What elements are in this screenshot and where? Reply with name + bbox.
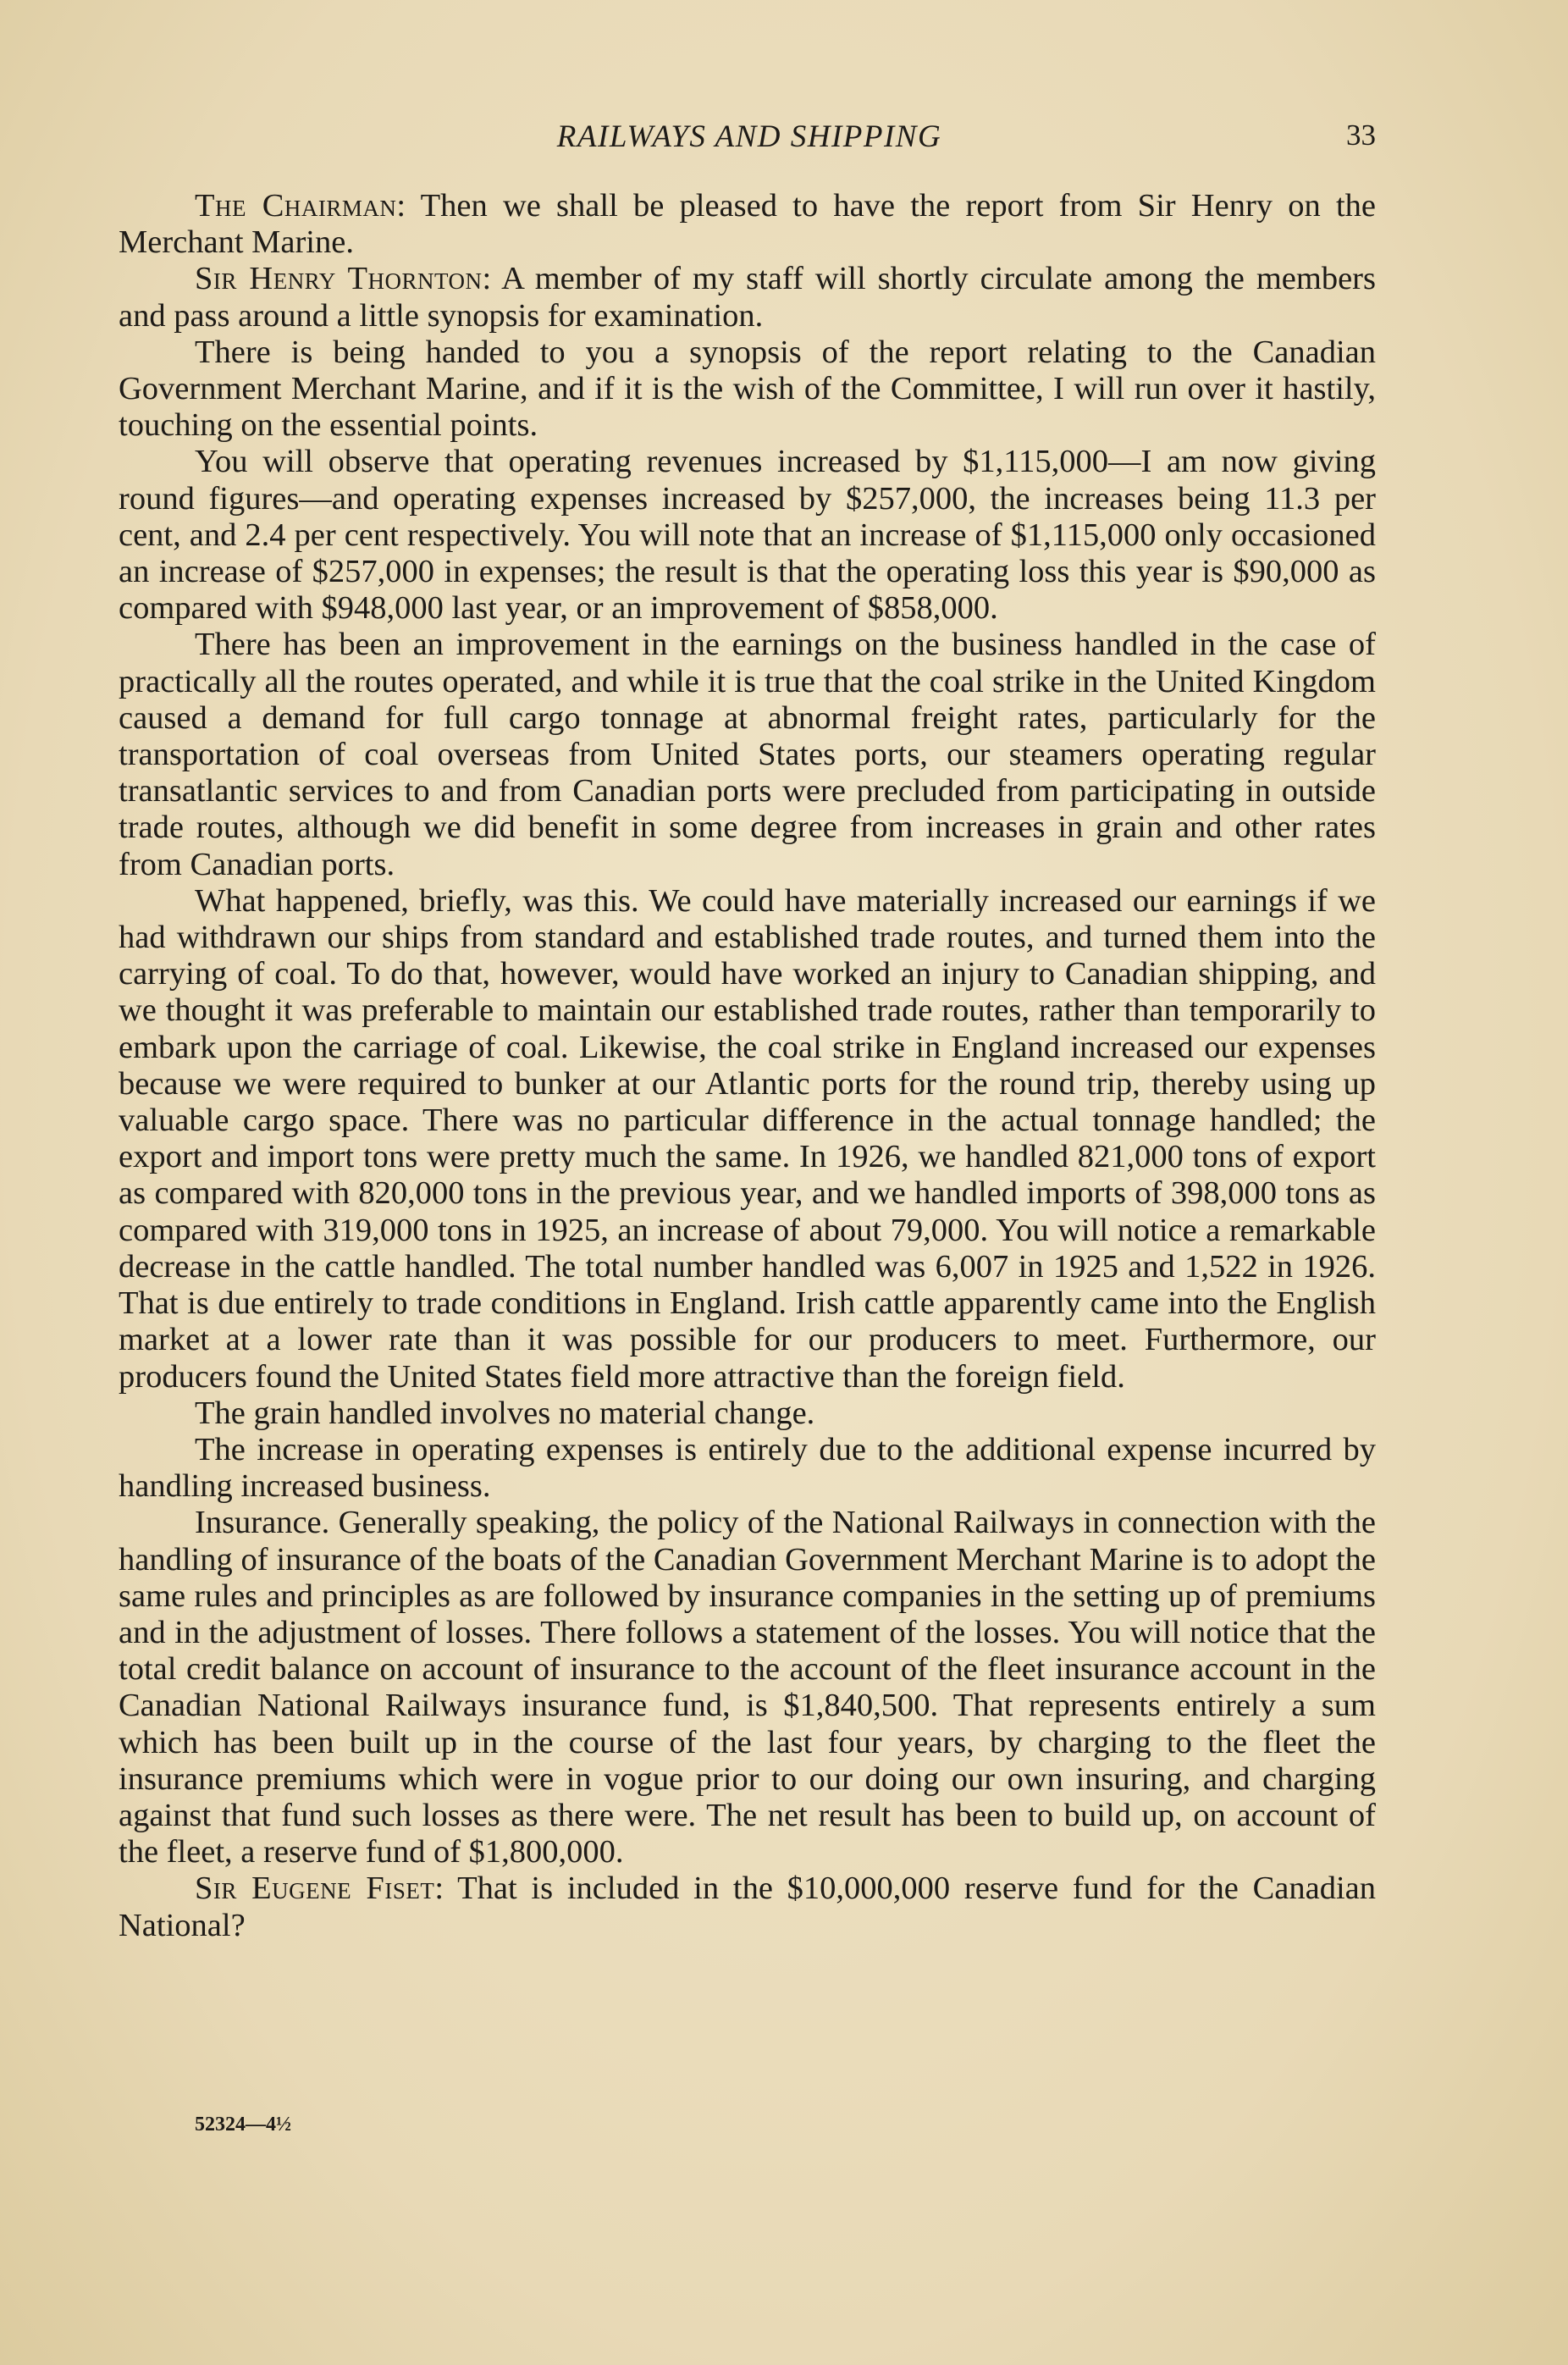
paragraph: You will observe that operating revenues increased by $1,115,000—I am now giving round figures—and operating expenses increased by $257,000, the increases being 11.3 per cent, and 2.4 per cent respectively. You will note that an increase of $1,115,000 only occasioned an increase of $257,000 in expenses; the result is that the operating loss this year is $90,000 as compared with $948,000 last year, or an improvement of $858,000. bbox=[119, 444, 1376, 627]
paragraph: The increase in operating expenses is entirely due to the additional expense incurred by handling increased business. bbox=[119, 1431, 1376, 1505]
speaker-name: Sir Eugene Fiset bbox=[195, 1870, 435, 1907]
paragraph: There is being handed to you a synopsis of the report relating to the Canadian Government Merchant Marine, and if it is the wish of the Committee, I will run over it hastily, touching on the essential points. bbox=[119, 334, 1376, 444]
paragraph: Sir Eugene Fiset: That is included in the $10,000,000 reserve fund for the Canadian National? bbox=[119, 1870, 1376, 1943]
page-number: 33 bbox=[1346, 119, 1376, 152]
paragraph: The grain handled involves no material change. bbox=[195, 1395, 815, 1431]
paragraph: The Chairman: Then we shall be pleased to have the report from Sir Henry on the Merchant Marine. bbox=[119, 188, 1376, 261]
paragraph: What happened, briefly, was this. We could have materially increased our earnings if we had withdrawn our ships from standard and established trade routes, and turned them into the carrying of coal. To do that, however, would have worked an injury to Canadian shipping, and we thought it was preferable to maintain our established trade routes, rather than temporarily to embark upon the carriage of coal. Likewise, the coal strike in England increased our expenses because we were required to bunker at our Atlantic ports for the round trip, thereby using up valuable cargo space. There was no particular difference in the actual tonnage handled; the export and import tons were pretty much the same. In 1926, we handled 821,000 tons of export as compared with 820,000 tons in the previous year, and we handled imports of 398,000 tons as compared with 319,000 tons in 1925, an increase of about 79,000. You will notice a remarkable decrease in the cattle handled. The total number handled was 6,007 in 1925 and 1,522 in 1926. That is due entirely to trade conditions in England. Irish cattle apparently came into the English market at a lower rate than it was possible for our producers to meet. Furthermore, our producers found the United States field more attractive than the foreign field. bbox=[119, 882, 1376, 1395]
running-head bbox=[123, 119, 1376, 159]
paragraph: There has been an improvement in the earnings on the business handled in the case of practically all the routes operated, and while it is true that the coal strike in the United Kingdom caused a demand for full cargo tonnage at abnormal freight rates, particularly for the transportation of coal overseas from United States ports, our steamers operating regular transatlantic services to and from Canadian ports were precluded from participating in outside trade routes, although we did benefit in some degree from increases in grain and other rates from Canadian ports. bbox=[119, 627, 1376, 882]
paragraph: Sir Henry Thornton: A member of my staff will shortly circulate among the members and pass around a little synopsis for examination. bbox=[119, 261, 1376, 334]
paragraph: Insurance. Generally speaking, the policy of the National Railways in connection with the handling of insurance of the boats of the Canadian Government Merchant Marine is to adopt the same rules and principles as are followed by insurance companies in the setting up of premiums and in the adjustment of losses. There follows a statement of the losses. You will notice that the total credit balance on account of insurance to the account of the fleet insurance account in the Canadian National Railways insurance fund, is $1,840,500. That represents entirely a sum which has been built up in the course of the last four years, by charging to the fleet the insurance premiums which were in vogue prior to our doing our own insuring, and charging against that fund such losses as there were. The net result has been to build up, on account of the fleet, a reserve fund of $1,800,000. bbox=[119, 1505, 1376, 1870]
speaker-name: The Chairman bbox=[195, 188, 397, 224]
printer-signature: 52324—4½ bbox=[195, 2114, 291, 2136]
body-text bbox=[119, 188, 1376, 1944]
running-title: RAILWAYS AND SHIPPING bbox=[556, 119, 942, 154]
speaker-name: Sir Henry Thornton bbox=[195, 261, 483, 297]
